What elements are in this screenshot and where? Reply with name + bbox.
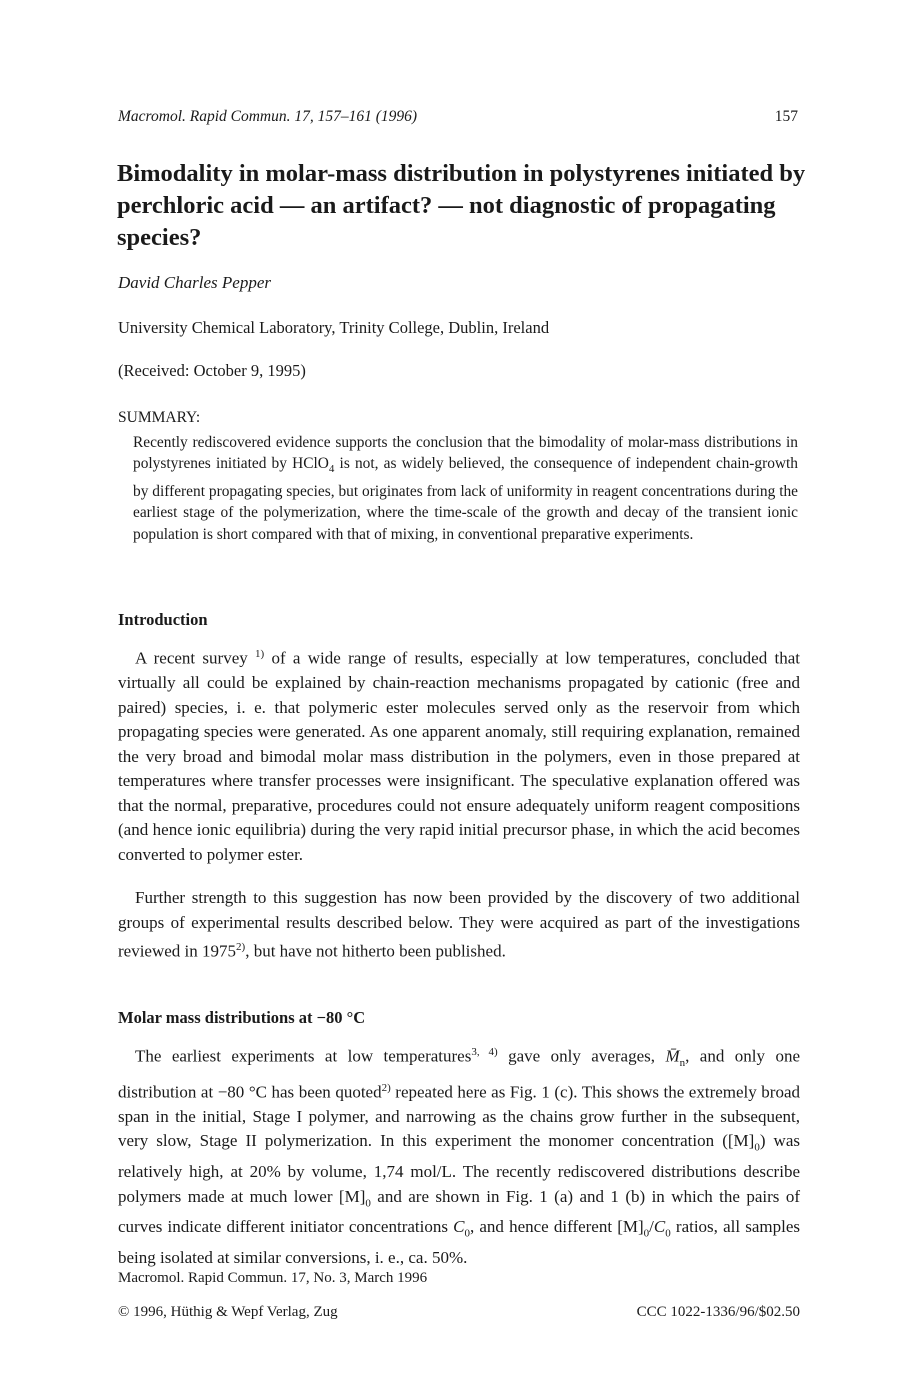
introduction-paragraph-1: A recent survey $^{1)}$ of a wide range of results, especially at low temperatures, concluded that virtually all could be explained by chain-reaction mechanisms propagated by cationic (free and paired) species, i. e. that polymeric ester molecules served only as the reservoir from which propagating species were generated. As one apparent anomaly, still requiring explanation, remained the very broad and bimodal molar mass distribution in the polymers, even in those prepared at temperatures where transfer processes were insignificant. The speculative explanation offered was that the normal, preparative, procedures could not ensure adequately uniform reagent compositions (and hence ionic equilibria) during the very rapid initial precursor phase, in which the acid becomes converted to polymer ester.	[118, 648, 800, 864]
journal-citation: Macromol. Rapid Commun. 17, 157–161 (1996)	[118, 108, 418, 125]
introduction-paragraph-2: Further strength to this suggestion has now been provided by the discovery of two additional groups of experimental results described below. They were acquired as part of the investigations reviewed in 1975$^{2)}$, but have not hitherto been published.	[118, 888, 800, 961]
summary-text: Recently rediscovered evidence supports the conclusion that the bimodality of molar-mass distributions in polystyrenes initiated by HClO$_4$ is not, as widely believed, the consequence of independent chain-growth by different propagating species, but originates from lack of uniformity in reagent concentrations during the earliest stage of the polymerization, where the time-scale of the growth and decay of the transient ionic population is short compared with that of mixing, in conventional preparative experiments.	[133, 434, 799, 543]
author-affiliation: University Chemical Laboratory, Trinity College, Dublin, Ireland	[118, 318, 550, 337]
footer-ccc-code: CCC 1022-1336/96/$02.50	[636, 1304, 800, 1320]
footer-issue: Macromol. Rapid Commun. 17, No. 3, March 1996	[118, 1270, 428, 1286]
introduction-heading: Introduction	[118, 610, 208, 629]
received-date: (Received: October 9, 1995)	[118, 361, 306, 380]
summary-heading: SUMMARY:	[118, 409, 201, 426]
page-number: 157	[774, 108, 798, 125]
molar-mass-paragraph: The earliest experiments at low temperatures$^{3, 4)}$ gave only averages, $M̄_n$, and only one distribution at −80 °C has been quoted$^{2)}$ repeated here as Fig. 1 (c). This shows the extremely broad span in the initial, Stage I polymer, and narrowing as the chains grow further in the subsequent, very slow, Stage II polymerization. In this experiment the monomer concentration $([M]_0)$ was relatively high, at 20% by volume, 1,74 mol/L. The recently rediscovered distributions describe polymers made at much lower $[M]_0$ and are shown in Fig. 1 (a) and 1 (b) in which the pairs of curves indicate different initiator concentrations $C_0$, and hence different $[M]_0/C_0$ ratios, all samples being isolated at similar conversions, i. e., ca. 50%.	[118, 1046, 800, 1268]
molar-mass-heading: Molar mass distributions at −80 °C	[118, 1008, 366, 1027]
author-name: David Charles Pepper	[118, 273, 271, 292]
footer-copyright: © 1996, Hüthig & Wepf Verlag, Zug	[118, 1304, 338, 1320]
running-header	[118, 108, 798, 126]
article-title: Bimodality in molar-mass distribution in polystyrenes initiated by perchloric acid — an artifact? — not diagnostic of propagating species?	[117, 160, 806, 251]
